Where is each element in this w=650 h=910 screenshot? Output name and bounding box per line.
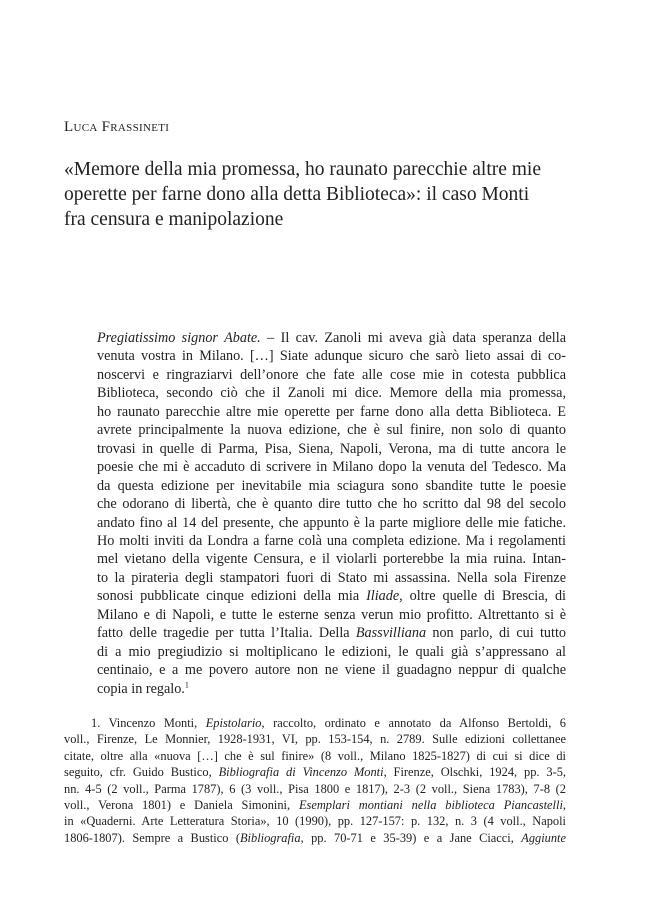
quote-line: da questa edizione per inevitabile mia sciagura sono sbandite tutte le poesie — [97, 477, 566, 494]
footnote-line: nn. 4-5 (2 voll., Parma 1787), 6 (3 voll., Pisa 1800 e 1817), 2-3 (2 voll., Siena 1783), 7-8 (2 — [64, 781, 566, 796]
footnote-line: voll., Verona 1801) e Daniela Simonini, Esemplari montiani nella biblioteca Piancastelli, — [64, 798, 566, 813]
title-line: «Memore della mia promessa, ho raunato parecchie altre mie — [64, 159, 542, 180]
quote-line: avrete principalmente la nuova edizione, che è sul finire, non solo di quanto — [97, 422, 566, 439]
quote-line: ho raunato parecchie altre mie operette per farne dono alla detta Biblioteca. E — [97, 403, 566, 420]
quote-line: to la pirateria degli stampatori fuori di Stato mi assassina. Nella sola Firenze — [97, 569, 566, 586]
title-bassvilliana: Bassvilliana — [355, 625, 427, 642]
footnote-line: 1. Vincenzo Monti, Epistolario, raccolto, ordinato e annotato da Alfonso Bertoldi, 6 — [91, 716, 567, 730]
footnote-line: 1806-1807). Sempre a Bustico (Bibliografia, pp. 70-71 e 35-39) e a Jane Ciacci, Aggiunte — [64, 830, 567, 845]
title-iliade: Iliade — [366, 588, 400, 605]
quote-line: copia in regalo.$^1$ — [97, 679, 189, 697]
quote-line: che odorano di libertà, che è quanto dire tutto che ho scritto dal 98 del secolo — [97, 496, 566, 513]
title-line: fra censura e manipolazione — [64, 209, 284, 230]
author-name: Luca Frassineti — [64, 119, 170, 135]
quote-line: venuta vostra in Milano. […] Siate adunque sicuro che sarò lieto assai di co- — [97, 348, 566, 365]
footnote-reference: 1 — [184, 679, 189, 689]
quote-line: trovasi in quelle di Parma, Pisa, Siena, Napoli, Verona, ma di tutte ancora le — [97, 440, 566, 457]
quote-line: Ho molti inviti da Londra a farne colà una completa edizione. Ma i regolamenti — [97, 532, 566, 549]
quote-line: poesie che mi è accaduto di scrivere in Milano dopo la venuta del Tedesco. Ma — [97, 459, 566, 476]
quote-line: sonosi pubblicate cinque edizioni della mia Iliade, oltre quelle di Brescia, di — [97, 588, 566, 605]
block-quote — [97, 329, 566, 698]
footnote-line: seguito, cfr. Guido Bustico, Bibliografia di Vincenzo Monti, Firenze, Olschki, 1924, pp. 3-5, — [64, 765, 566, 780]
quote-line: noscervi e ringraziarvi dell’onore che fate alle cose mie in cotesta pubblica — [97, 366, 566, 383]
article-title — [64, 157, 584, 232]
footnote-line: citate, oltre alla «nuova […] che è sul finire» (8 voll., Milano 1825-1827) di cui si dice di — [64, 748, 566, 763]
quote-line: Pregiatissimo signor Abate. – Il cav. Zanoli mi aveva già data speranza della — [97, 330, 566, 346]
title-line: operette per farne dono alla detta Biblioteca»: il caso Monti — [64, 184, 530, 205]
quote-line: fatto delle tragedie per tutta l’Italia. Della Bassvilliana non parlo, di cui tutto — [97, 625, 566, 642]
footnote-line: voll., Firenze, Le Monnier, 1928-1931, VI, pp. 153-154, n. 2789. Sulle edizioni collettanee — [64, 732, 566, 747]
quote-line: di a mio pregiudizio si moltiplicano le edizioni, le quali già s’appressano al — [97, 643, 566, 660]
quote-line: Milano e di Napoli, e tutte le esterne senza verun mio profitto. Altrettanto si è — [97, 606, 566, 623]
quote-line: andato fino al 14 del presente, che appunto è la parte migliore delle mie fatiche. — [97, 514, 566, 531]
footnote-line: in «Quaderni. Arte Letteratura Storia», 10 (1990), pp. 127-157: p. 132, n. 3 (4 voll., Napoli — [64, 814, 566, 829]
footnote — [64, 715, 566, 846]
quote-salutation: Pregiatissimo signor Abate. — [97, 330, 261, 346]
quote-line: centinaio, e a me povero autore non ne viene il guadagno neppur di qualche — [97, 662, 566, 679]
quote-line: Biblioteca, secondo ciò che il Zanoli mi dice. Memore della mia promessa, — [97, 385, 566, 402]
quote-line: mel vietano della vigente Censura, e il violarli porterebbe la mia ruina. Intan- — [97, 551, 566, 568]
